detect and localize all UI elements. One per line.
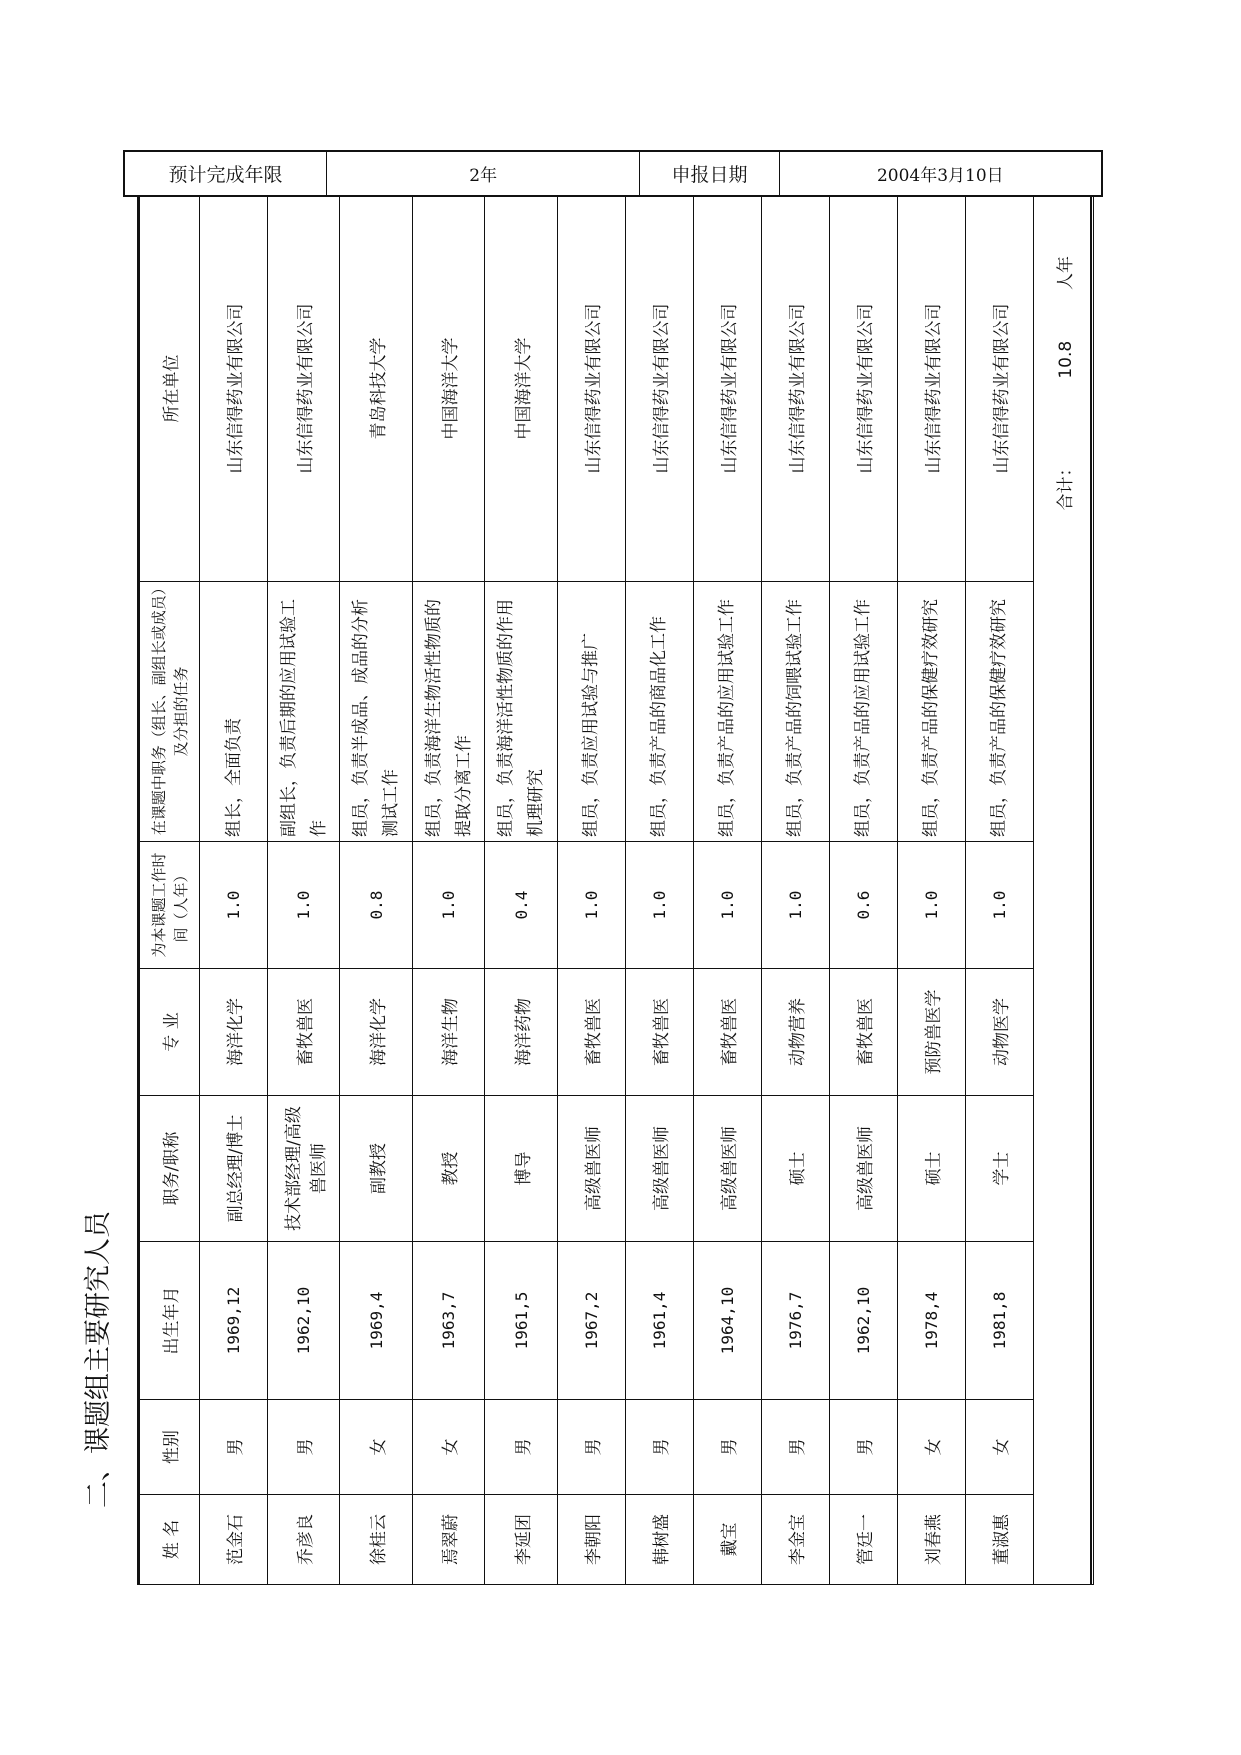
cell-title: 高级兽医师 [693,1096,761,1242]
total-label: 合计： [1056,459,1076,511]
cell-name: 李延团 [485,1495,557,1585]
cell-task: 组员，负责海洋活性物质的作用机理研究 [485,582,557,842]
cell-unit: 山东信得药业有限公司 [761,196,829,582]
table-row [897,196,965,1585]
cell-sex: 男 [829,1400,897,1495]
cell-birth: 1969,4 [340,1242,412,1400]
cell-task: 组员，负责产品的保健疗效研究 [965,582,1033,842]
total-cell [1034,196,1094,1585]
table-row [625,196,693,1585]
cell-time: 1.0 [625,842,693,969]
table-row [200,196,268,1585]
cell-time: 1.0 [557,842,625,969]
cell-time: 1.0 [897,842,965,969]
report-date-value: 2004年3月10日 [876,166,1004,186]
col-major: 专 业 [140,969,200,1096]
cell-major: 预防兽医学 [897,969,965,1096]
cell-unit: 青岛科技大学 [340,196,412,582]
cell-major: 畜牧兽医 [829,969,897,1096]
col-unit: 所在单位 [140,196,200,582]
cell-time: 1.0 [693,842,761,969]
table-row [965,196,1033,1585]
expected-duration-label: 预计完成年限 [125,152,327,195]
cell-title: 教授 [412,1096,484,1242]
cell-task: 组员，负责产品的商品化工作 [625,582,693,842]
col-task: 在课题中职务（组长、副组长或成员）及分担的任务 [140,582,200,842]
cell-time: 1.0 [200,842,268,969]
cell-time: 1.0 [761,842,829,969]
cell-title: 副教授 [340,1096,412,1242]
cell-unit: 山东信得药业有限公司 [200,196,268,582]
cell-name: 范金石 [200,1495,268,1585]
cell-time: 1.0 [965,842,1033,969]
cell-sex: 男 [761,1400,829,1495]
researchers-table-frame [137,196,1092,1585]
researchers-table [139,195,1094,1585]
cell-major: 海洋生物 [412,969,484,1096]
cell-name: 乔彦良 [268,1495,340,1585]
cell-birth: 1962,10 [829,1242,897,1400]
cell-unit: 山东信得药业有限公司 [897,196,965,582]
cell-name: 管廷一 [829,1495,897,1585]
table-row [829,196,897,1585]
cell-task: 组员，负责半成品、成品的分析测试工作 [340,582,412,842]
table-row [412,196,484,1585]
cell-unit: 山东信得药业有限公司 [557,196,625,582]
cell-sex: 男 [200,1400,268,1495]
cell-name: 韩树盛 [625,1495,693,1585]
cell-sex: 男 [625,1400,693,1495]
cell-sex: 男 [693,1400,761,1495]
cell-name: 焉翠蔚 [412,1495,484,1585]
col-name: 姓 名 [140,1495,200,1585]
table-row [693,196,761,1585]
total-unit: 人年 [1056,256,1076,290]
cell-title: 硕士 [761,1096,829,1242]
table-header-row [140,196,200,1585]
col-time: 为本课题工作时间（人年） [140,842,200,969]
cell-task: 副组长，负责后期的应用试验工作 [268,582,340,842]
cell-name: 李金宝 [761,1495,829,1585]
cell-sex: 女 [340,1400,412,1495]
cell-major: 动物医学 [965,969,1033,1096]
cell-unit: 山东信得药业有限公司 [625,196,693,582]
total-row [1034,196,1094,1585]
cell-task: 组员，负责应用试验与推广 [557,582,625,842]
header-bar [123,150,1103,197]
cell-unit: 中国海洋大学 [412,196,484,582]
cell-major: 海洋药物 [485,969,557,1096]
cell-task: 组员，负责产品的饲喂试验工作 [761,582,829,842]
cell-birth: 1961,5 [485,1242,557,1400]
table-row [340,196,412,1585]
cell-title: 高级兽医师 [829,1096,897,1242]
cell-name: 刘春燕 [897,1495,965,1585]
cell-title: 高级兽医师 [625,1096,693,1242]
cell-time: 0.6 [829,842,897,969]
cell-task: 组员，负责产品的应用试验工作 [693,582,761,842]
cell-sex: 女 [897,1400,965,1495]
cell-birth: 1969,12 [200,1242,268,1400]
cell-time: 1.0 [412,842,484,969]
cell-birth: 1964,10 [693,1242,761,1400]
cell-sex: 男 [268,1400,340,1495]
cell-title: 学士 [965,1096,1033,1242]
cell-title: 技术部经理/高级兽医师 [268,1096,340,1242]
cell-task: 组员，负责产品的保健疗效研究 [897,582,965,842]
cell-time: 1.0 [268,842,340,969]
cell-title: 副总经理/博士 [200,1096,268,1242]
cell-major: 畜牧兽医 [693,969,761,1096]
cell-major: 海洋化学 [200,969,268,1096]
cell-name: 戴宝 [693,1495,761,1585]
table-row [557,196,625,1585]
col-sex: 性别 [140,1400,200,1495]
cell-name: 董淑惠 [965,1495,1033,1585]
cell-time: 0.4 [485,842,557,969]
cell-major: 动物营养 [761,969,829,1096]
table-row [268,196,340,1585]
cell-birth: 1981,8 [965,1242,1033,1400]
cell-birth: 1976,7 [761,1242,829,1400]
cell-unit: 山东信得药业有限公司 [268,196,340,582]
cell-unit: 山东信得药业有限公司 [965,196,1033,582]
cell-birth: 1961,4 [625,1242,693,1400]
col-title: 职务/职称 [140,1096,200,1242]
cell-unit: 中国海洋大学 [485,196,557,582]
cell-major: 畜牧兽医 [557,969,625,1096]
report-date-label: 申报日期 [640,152,779,195]
cell-sex: 男 [485,1400,557,1495]
cell-birth: 1963,7 [412,1242,484,1400]
cell-unit: 山东信得药业有限公司 [693,196,761,582]
cell-name: 徐桂云 [340,1495,412,1585]
cell-major: 畜牧兽医 [268,969,340,1096]
cell-title: 高级兽医师 [557,1096,625,1242]
cell-sex: 男 [557,1400,625,1495]
cell-birth: 1967,2 [557,1242,625,1400]
table-row [485,196,557,1585]
section-title: 二、课题组主要研究人员 [83,1211,114,1508]
cell-title: 博导 [485,1096,557,1242]
cell-birth: 1978,4 [897,1242,965,1400]
cell-task: 组长，全面负责 [200,582,268,842]
expected-duration-value: 2年 [327,152,640,195]
cell-time: 0.8 [340,842,412,969]
cell-birth: 1962,10 [268,1242,340,1400]
cell-sex: 女 [412,1400,484,1495]
table-row [761,196,829,1585]
cell-sex: 女 [965,1400,1033,1495]
cell-unit: 山东信得药业有限公司 [829,196,897,582]
cell-task: 组员，负责海洋生物活性物质的提取分离工作 [412,582,484,842]
cell-major: 海洋化学 [340,969,412,1096]
total-value: 10.8 [1056,340,1076,379]
cell-task: 组员，负责产品的应用试验工作 [829,582,897,842]
cell-major: 畜牧兽医 [625,969,693,1096]
cell-name: 李朝阳 [557,1495,625,1585]
cell-title: 硕士 [897,1096,965,1242]
col-birth: 出生年月 [140,1242,200,1400]
